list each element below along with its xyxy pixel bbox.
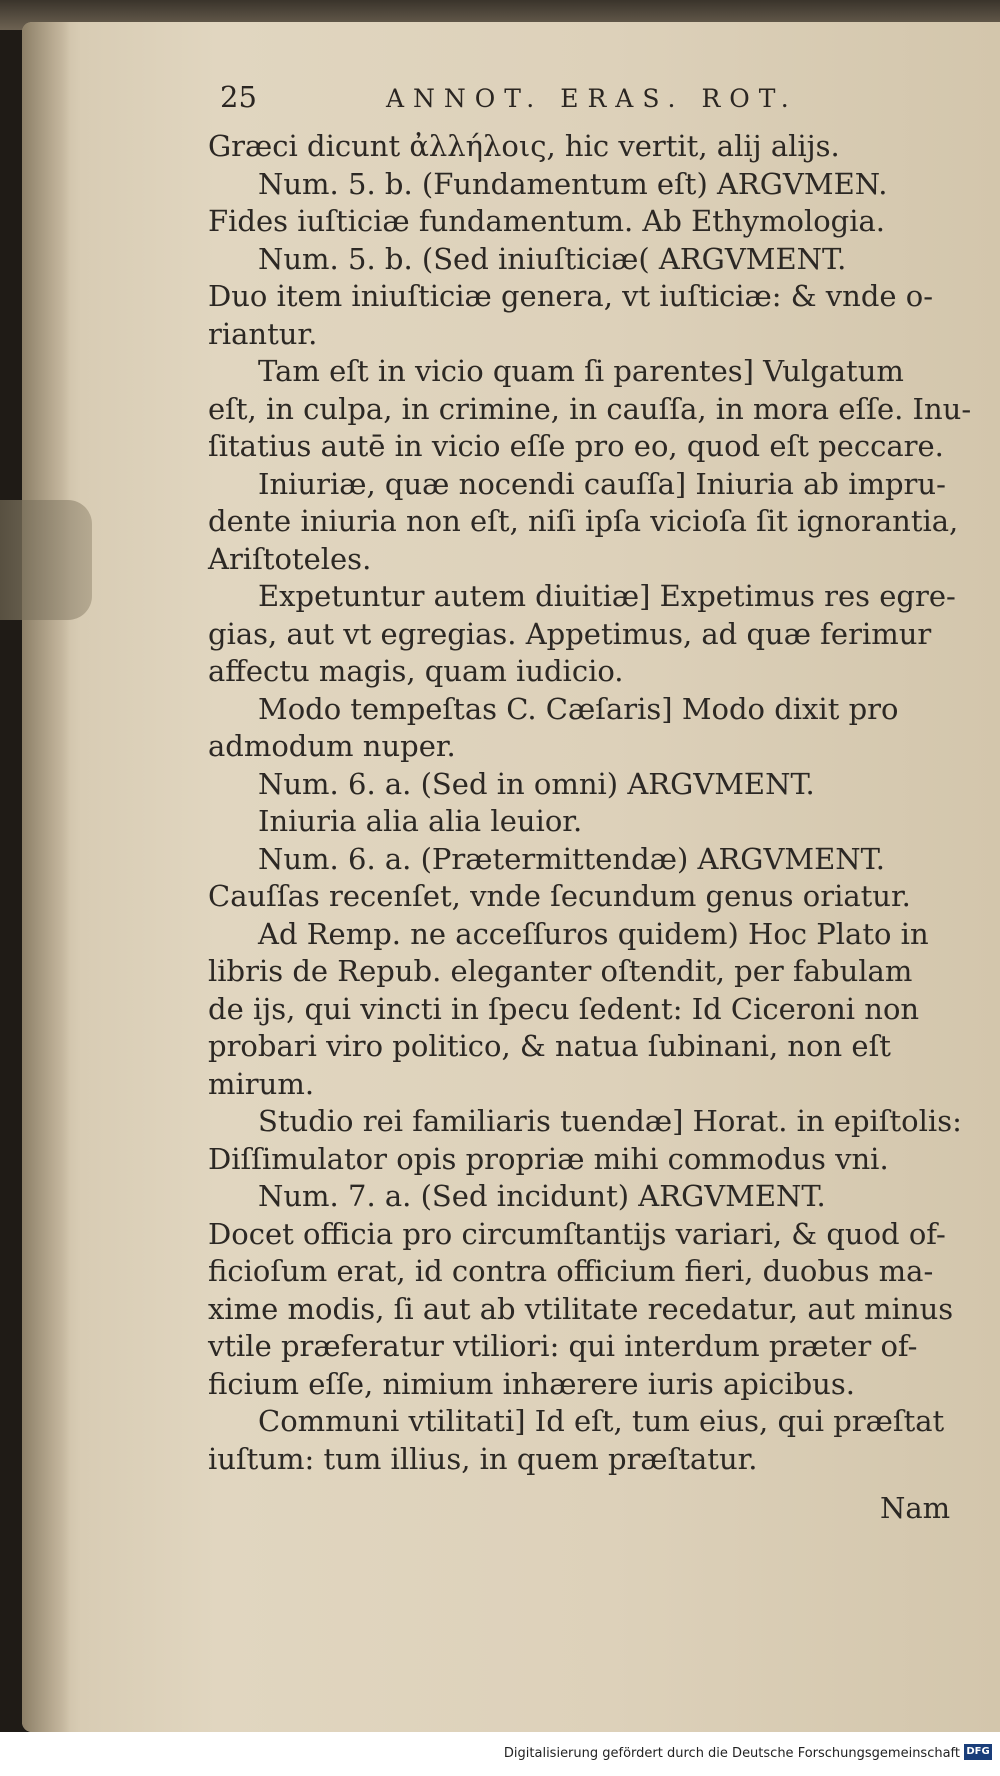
text-line: Iniuria alia alia leuior. [258, 804, 583, 838]
text-line: xime modis, ſi aut ab vtilitate recedatur, aut minus [208, 1291, 954, 1326]
text-line: Ariſtoteles. [208, 541, 372, 576]
page-clip [0, 500, 92, 620]
text-line: Modo tempeſtas C. Cæſaris] Modo dixit pro [258, 691, 899, 726]
text-line: libris de Repub. eleganter oſtendit, per fabulam [208, 954, 913, 988]
text-line: riantur. [208, 316, 318, 351]
text-line: mirum. [208, 1066, 315, 1101]
page-header [220, 80, 910, 120]
text-line: Cauſſas recenſet, vnde ſecundum genus oriatur. [208, 879, 911, 913]
text-line: Expetuntur autem diuitiæ] Expetimus res egre- [258, 579, 956, 613]
body-text [208, 128, 972, 1478]
text-line: vtile præferatur vtiliori: qui interdum præter of- [208, 1329, 918, 1363]
funding-credit: Digitalisierung gefördert durch die Deutsche Forschungsgemeinschaft [503, 1746, 960, 1761]
text-line: gias, aut vt egregias. Appetimus, ad quæ ferimur [208, 616, 932, 651]
page-number: 25 [220, 80, 257, 114]
text-line: ſitatius autē in vicio eſſe pro eo, quod eſt peccare. [208, 429, 944, 463]
text-line: Num. 5. b. (Sed iniuſticiæ( ARGVMENT. [258, 241, 847, 276]
text-line: Diſſimulator opis propriæ mihi commodus vni. [208, 1141, 889, 1176]
text-line: ficioſum erat, id contra officium fieri, duobus ma- [208, 1254, 934, 1288]
text-line: iuſtum: tum illius, in quem præſtatur. [208, 1441, 758, 1476]
catchword: Nam [880, 1491, 951, 1525]
text-line: Docet officia pro circumſtantijs variari, & quod of- [208, 1216, 946, 1251]
text-line: probari viro politico, & natua ſubinani, non eſt [208, 1029, 891, 1063]
text-line: dente iniuria non eſt, niſi ipſa vicioſa ſit ignorantia, [208, 504, 959, 538]
text-line: Iniuriæ, quæ nocendi cauſſa] Iniuria ab impru- [258, 466, 946, 501]
text-line: de ijs, qui vincti in ſpecu ſedent: Id Ciceroni non [208, 991, 920, 1026]
text-line: eſt, in culpa, in crimine, in cauſſa, in mora eſſe. Inu- [208, 391, 972, 426]
text-line: Græci dicunt ἀλλήλοις, hic vertit, alij alijs. [208, 129, 840, 163]
text-line: Fides iuſticiæ fundamentum. Ab Ethymologia. [208, 204, 886, 238]
text-line: Tam eſt in vicio quam ſi parentes] Vulgatum [258, 354, 904, 388]
footer-bar [0, 1732, 1000, 1776]
page-gutter [22, 22, 70, 1732]
text-line: Communi vtilitati] Id eſt, tum eius, qui præſtat [258, 1404, 945, 1438]
text-line: ficium eſſe, nimium inhærere iuris apicibus. [208, 1366, 855, 1401]
text-line: Num. 6. a. (Sed in omni) ARGVMENT. [258, 766, 815, 801]
text-line: Ad Remp. ne acceſſuros quidem) Hoc Plato in [258, 916, 929, 951]
text-line: Num. 6. a. (Prætermittendæ) ARGVMENT. [258, 841, 885, 876]
text-line: Studio rei familiaris tuendæ] Horat. in epiſtolis: [258, 1104, 962, 1138]
running-title: ANNOT. ERAS. ROT. [386, 84, 798, 113]
text-line: Duo item iniuſticiæ genera, vt iuſticiæ: & vnde o- [208, 279, 934, 313]
text-line: Num. 5. b. (Fundamentum eſt) ARGVMEN. [258, 166, 888, 201]
text-line: admodum nuper. [208, 729, 456, 763]
text-line: affectu magis, quam iudicio. [208, 654, 624, 688]
text-line: Num. 7. a. (Sed incidunt) ARGVMENT. [258, 1179, 826, 1213]
dfg-logo: DFG [964, 1744, 992, 1760]
